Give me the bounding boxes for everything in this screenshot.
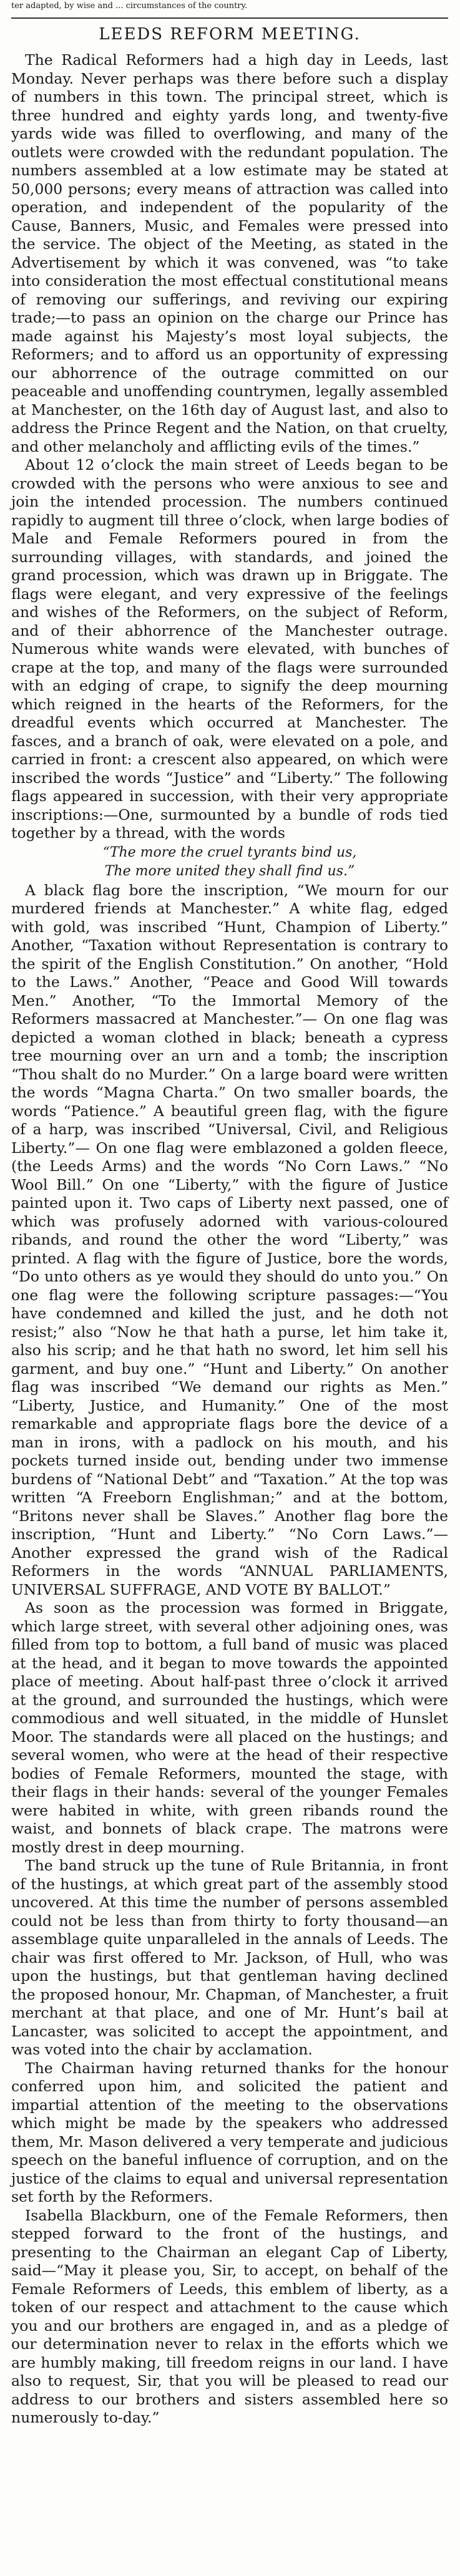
paragraph-4: As soon as the procession was formed in Briggate, which large street, with several other adjoining ones, was filled from top to bottom, a full band of music was placed at the head, and it began to move towards the appointed place of meeting. About half-past three o’clock it arrived at the ground, and surrounded the hustings, which were commodious and well situated, in the middle of Hunslet Moor. The standards were all placed on the hustings; and several women, who were at the head of their respective bodies of Female Reformers, mounted the stage, with their flags in their hands: several of the younger Females were habited in white, with green ribands round the waist, and bonnets of black crape. The matrons were mostly drest in deep mourning. [11, 1599, 448, 1856]
top-rule [11, 17, 448, 19]
top-fragment: ter adapted, by wise and ... circumstances of the country. [11, 1, 248, 11]
verse-line-1: “The more the cruel tyrants bind us, [102, 844, 357, 860]
paragraph-3: A black flag bore the inscription, “We mourn for our murdered friends at Manchester.” A white flag, edged with gold, was inscribed “Hunt, Champion of Liberty.” Another, “Taxation without Representation is contrary to the spirit of the English Constitution.” On another, “Hold to the Laws.” Another, “Peace and Good Will towards Men.” Another, “To the Immortal Memory of the Reformers massacred at Manchester.”— On one flag was depicted a woman clothed in black; beneath a cypress tree mourning over an urn and a tomb; the inscription “Thou shalt do no Murder.” On a large board were written the words “Magna Charta.” On two smaller boards, the words “Patience.” A beautiful green flag, with the figure of a harp, was inscribed “Universal, Civil, and Religious Liberty.”— On one flag were emblazoned a golden fleece, (the Leeds Arms) and the words “No Corn Laws.” “No Wool Bill.” On one “Liberty,” with the figure of Justice painted upon it. Two caps of Liberty next passed, one of which was profusely adorned with various-coloured ribands, and round the other the word “Liberty,” was printed. A flag with the figure of Justice, bore the words, “Do unto others as ye would they should do unto you.” On one flag were the following scripture passages:—“You have condemned and killed the just, and he doth not resist;” also “Now he that hath a purse, let him take it, also his scrip; and he that hath no sword, let him sell his garment, and buy one.” “Hunt and Liberty.” On another flag was inscribed “We demand our rights as Men.” “Liberty, Justice, and Humanity.” One of the most remarkable and appropriate flags bore the device of a man in irons, with a padlock on his mouth, and his pockets turned inside out, bending under two immense burdens of “National Debt” and “Taxation.” At the top was written “A Freeborn Englishman;” and at the bottom, “Britons never shall be Slaves.” Another flag bore the inscription, “Hunt and Liberty.” “No Corn Laws.”— Another expressed the grand wish of the Radical Reformers in the words “ANNUAL PARLIAMENTS, UNIVERSAL SUFFRAGE, AND VOTE BY BALLOT.” [11, 881, 448, 1598]
article-column [11, 0, 448, 2428]
headline: LEEDS REFORM MEETING. [99, 25, 361, 44]
verse-line-2: The more united they shall find us.” [104, 863, 355, 879]
paragraph-5: The band struck up the tune of Rule Britannia, in front of the hustings, at which great part of the assembly stood uncovered. At this time the number of persons assembled could not be less than from thirty to forty thousand—an assemblage quite unparalleled in the annals of Leeds. The chair was first offered to Mr. Jackson, of Hull, who was upon the hustings, but that gentleman having declined the proposed honour, Mr. Chapman, of Manchester, a fruit merchant at that place, and one of Mr. Hunt’s bail at Lancaster, was solicited to accept the appointment, and was voted into the chair by acclamation. [11, 1857, 448, 2058]
paragraph-7: Isabella Blackburn, one of the Female Reformers, then stepped forward to the front of the hustings, and presenting to the Chairman an elegant Cap of Liberty, said—“May it please you, Sir, to accept, on behalf of the Female Reformers of Leeds, this emblem of liberty, as a token of our respect and attachment to the cause which you and our brothers are engaged in, and as a pledge of our determination never to relax in the efforts which we are humbly making, till freedom reigns in our land. I have also to request, Sir, that you will be pleased to read our address to our brothers and sisters assembled here so numerously to-day.” [11, 2206, 448, 2426]
paragraph-2: About 12 o’clock the main street of Leeds began to be crowded with the persons who were anxious to see and join the intended procession. The numbers continued rapidly to augment till three o’clock, when large bodies of Male and Female Reformers poured in from the surrounding villages, with standards, and joined the grand procession, which was drawn up in Briggate. The flags were elegant, and very expressive of the feelings and wishes of the Reformers, on the subject of Reform, and of their abhorrence of the Manchester outrage. Numerous white wands were elevated, with bunches of crape at the top, and many of the flags were surrounded with an edging of crape, to signify the deep mourning which reigned in the hearts of the Reformers, for the dreadful events which occurred at Manchester. The fasces, and a branch of oak, were elevated on a pole, and carried in front: a crescent also appeared, on which were inscribed the words “Justice” and “Liberty.” The following flags appeared in succession, with their very appropriate inscriptions:—One, surmounted by a bundle of rods tied together by a thread, with the words [11, 456, 448, 842]
paragraph-6: The Chairman having returned thanks for the honour conferred upon him, and solicited the patient and impartial attention of the meeting to the observations which might be made by the speakers who addressed them, Mr. Mason delivered a very temperate and judicious speech on the baneful influence of corruption, and on the justice of the claims to equal and universal representation set forth by the Reformers. [11, 2059, 448, 2205]
paragraph-1: The Radical Reformers had a high day in Leeds, last Monday. Never perhaps was there before such a display of numbers in this town. The principal street, which is three hundred and eighty yards long, and twenty-five yards wide was filled to overflowing, and many of the outlets were crowded with the redundant population. The numbers assembled at a low estimate may be stated at 50,000 persons; every means of attraction was called into operation, and independent of the popularity of the Cause, Banners, Music, and Females were pressed into the service. The object of the Meeting, as stated in the Advertisement by which it was convened, was “to take into consideration the most effectual constitutional means of removing our sufferings, and reviving our expiring trade;—to pass an opinion on the charge our Prince has made against his Majesty’s most loyal subjects, the Reformers; and to afford us an opportunity of expressing our abhorrence of the outrage committed on our peaceable and unoffending countrymen, legally assembled at Manchester, on the 16th day of August last, and also to address the Prince Regent and the Nation, on that cruelty, and other melancholy and afflicting evils of the times.” [11, 51, 448, 455]
